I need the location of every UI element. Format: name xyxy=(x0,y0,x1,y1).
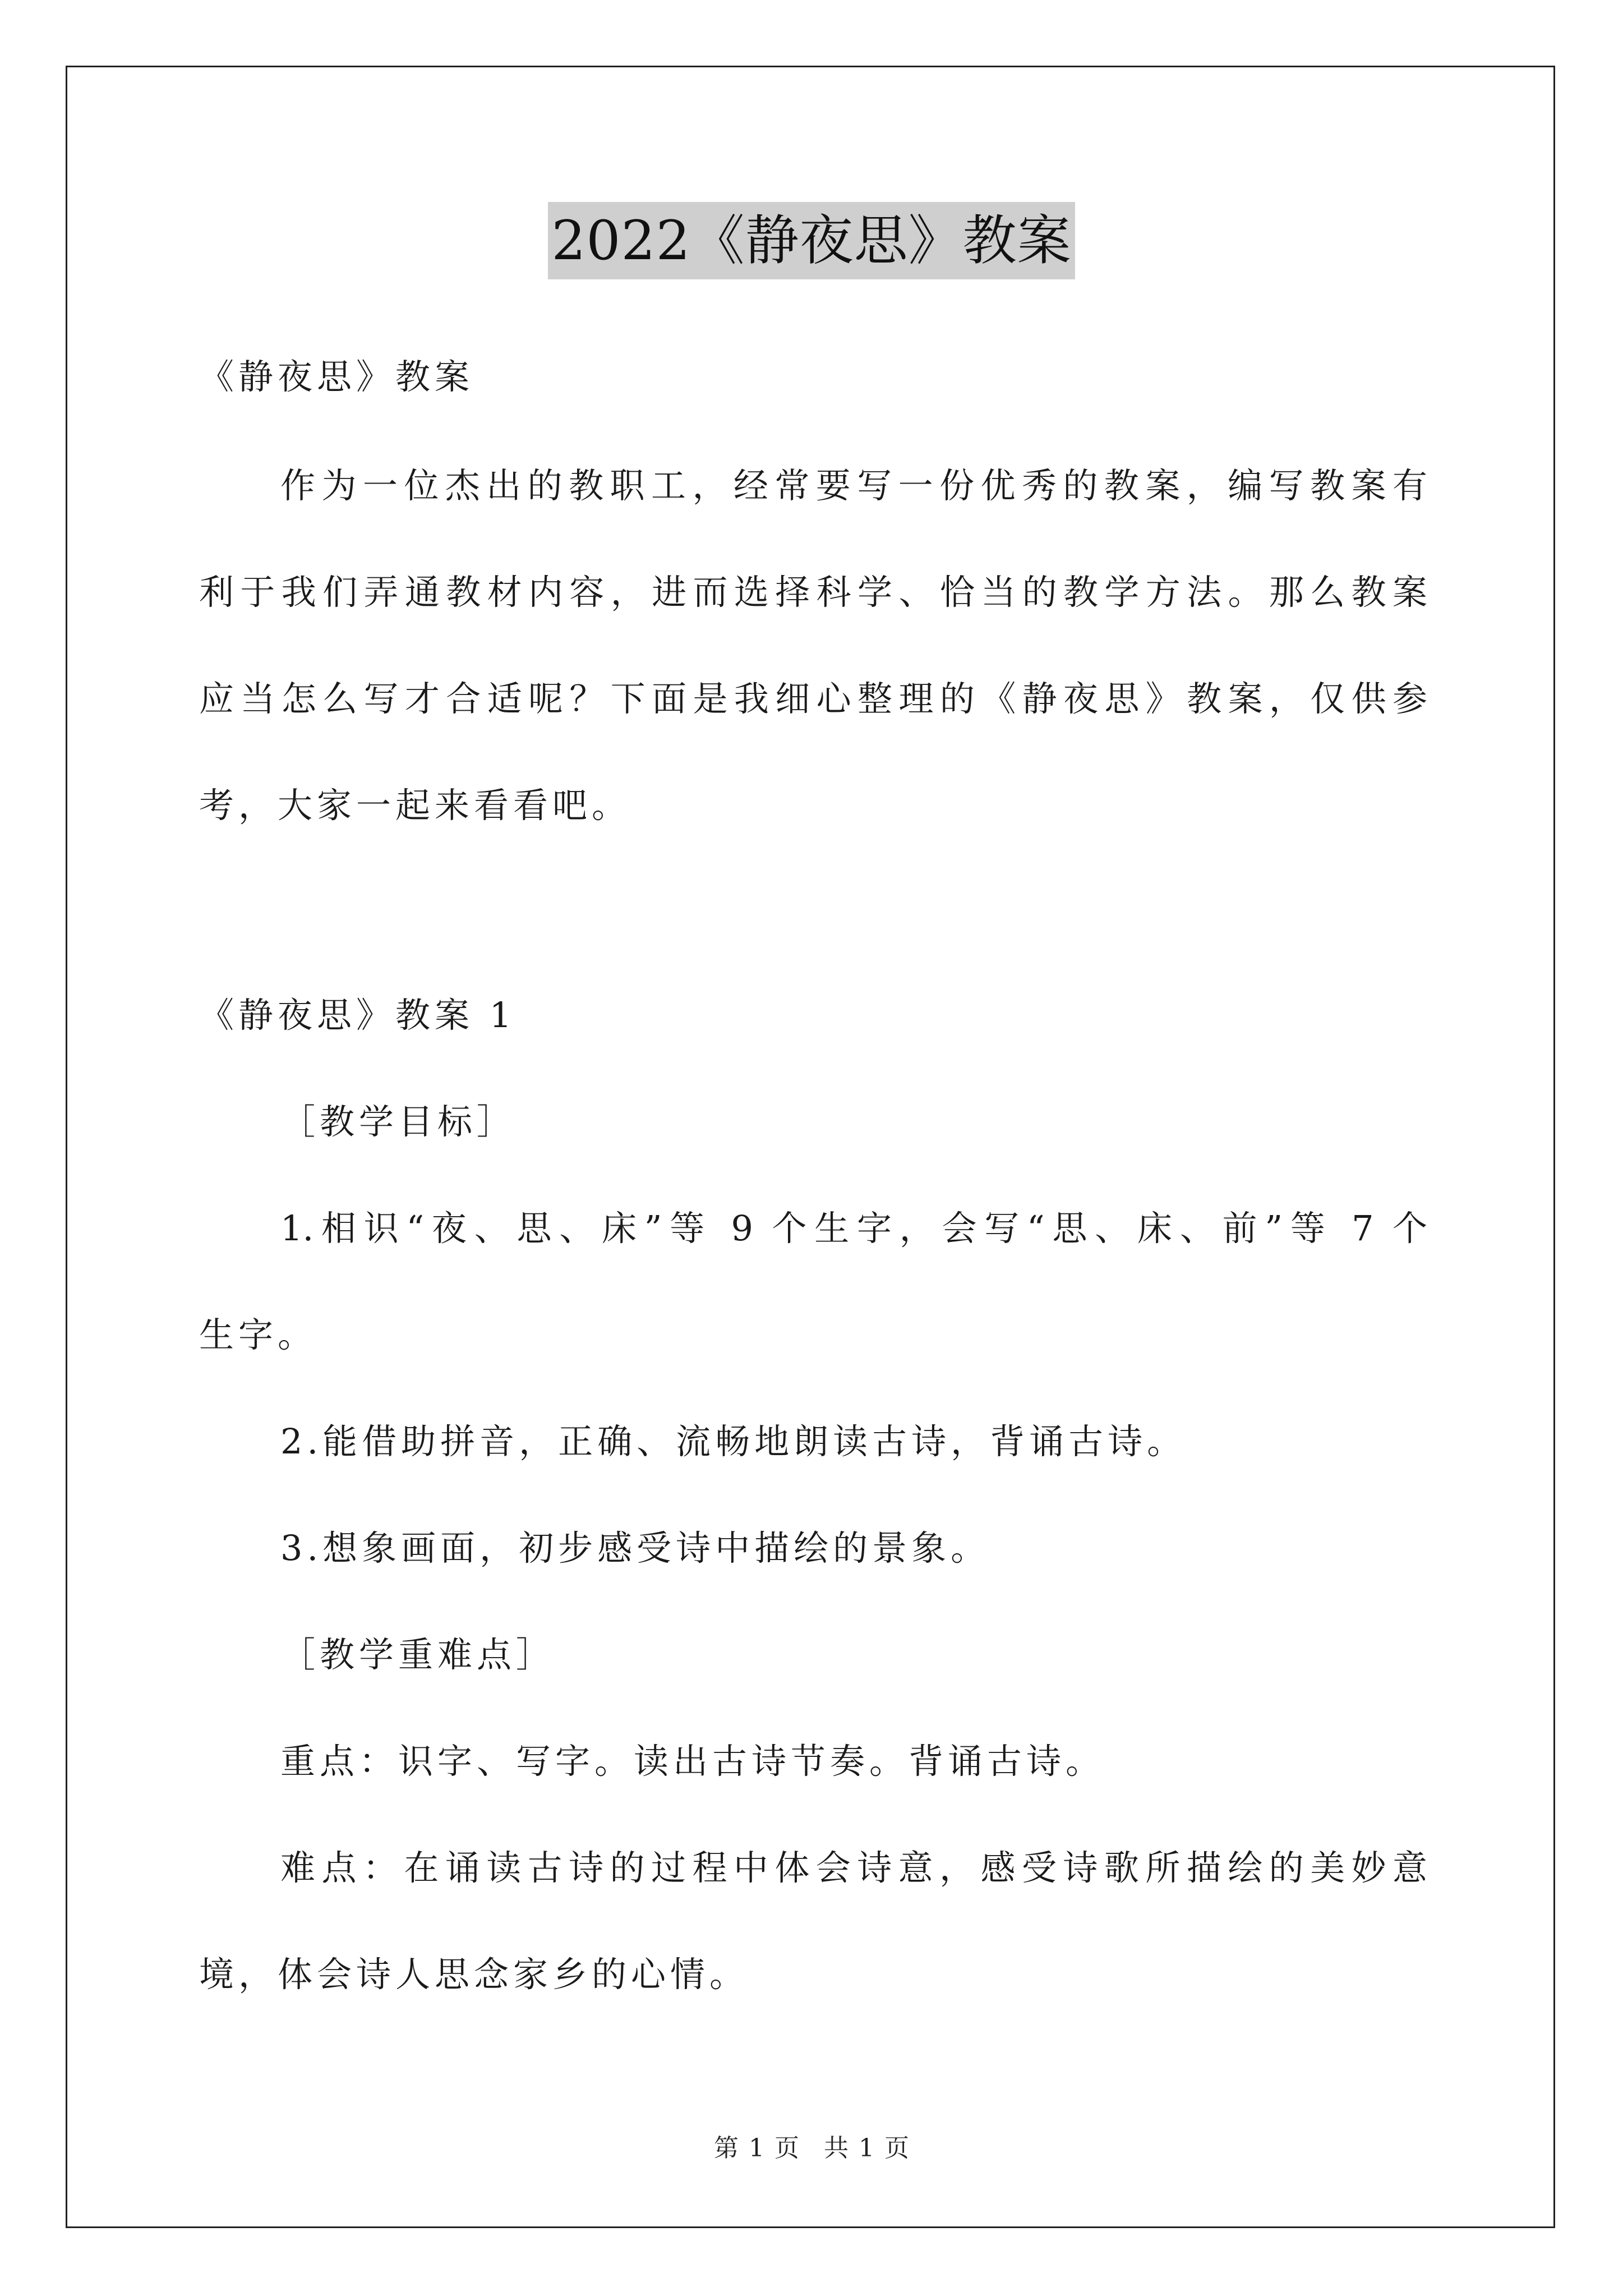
intro-line-3: 应当怎么写才合适呢？下面是我细心整理的《静夜思》教案，仅供参 xyxy=(199,678,1427,719)
objective-3: 3.想象画面，初步感受诗中描绘的景象。 xyxy=(280,1527,990,1568)
subtitle: 《静夜思》教案 xyxy=(199,356,474,397)
intro-line-1: 作为一位杰出的教职工，经常要写一份优秀的教案，编写教案有 xyxy=(280,465,1427,506)
difficulty-line-2: 境，体会诗人思念家乡的心情。 xyxy=(199,1954,749,1995)
intro-line-4: 考，大家一起来看看吧。 xyxy=(199,785,631,826)
title-container xyxy=(0,202,1623,279)
keypoints-heading: ［教学重难点］ xyxy=(280,1634,556,1675)
objective-1-line-1: 1.相识“夜、思、床”等 9 个生字，会写“思、床、前”等 7 个 xyxy=(280,1208,1427,1249)
difficulty-line-1: 难点：在诵读古诗的过程中体会诗意，感受诗歌所描绘的美妙意 xyxy=(280,1847,1427,1888)
objective-1-line-2: 生字。 xyxy=(199,1314,317,1355)
objectives-heading: ［教学目标］ xyxy=(280,1101,517,1142)
section-title: 《静夜思》教案 1 xyxy=(199,995,517,1036)
intro-line-2: 利于我们弄通教材内容，进而选择科学、恰当的教学方法。那么教案 xyxy=(199,572,1427,613)
page-footer: 第 1 页 共 1 页 xyxy=(714,2134,909,2162)
document-title: 2022《静夜思》教案 xyxy=(548,202,1075,279)
key-point: 重点：识字、写字。读出古诗节奏。背诵古诗。 xyxy=(280,1741,1105,1782)
objective-2: 2.能借助拼音，正确、流畅地朗读古诗，背诵古诗。 xyxy=(280,1421,1187,1462)
